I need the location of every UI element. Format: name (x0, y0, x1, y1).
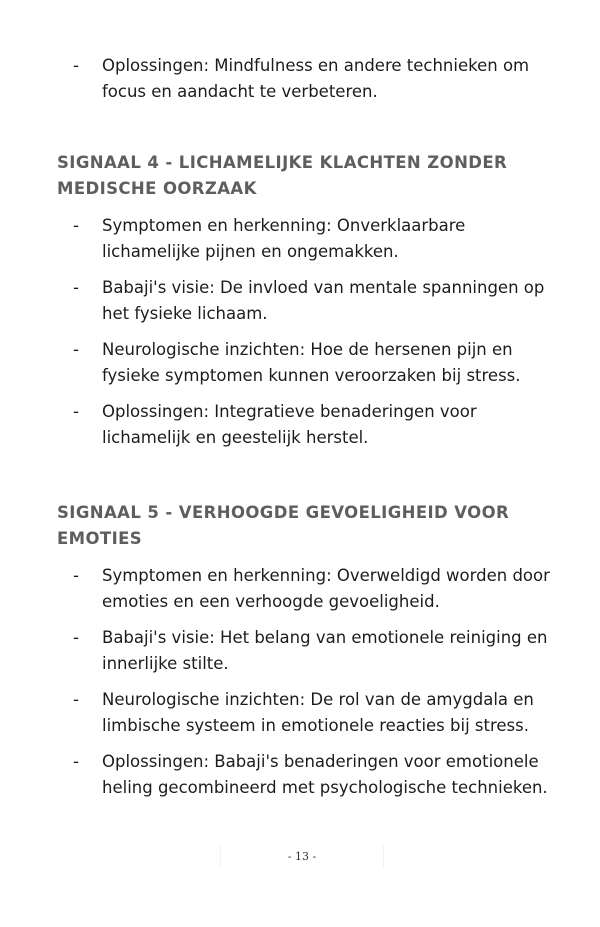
list-item (0, 53, 600, 105)
list-item (0, 749, 600, 801)
list-item-text: Oplossingen: Babaji's benaderingen voor emotionele heling gecombineerd met psychologische technieken. (102, 752, 548, 797)
bullet-dash: - (73, 216, 79, 235)
section-heading-signal-5: SIGNAAL 5 - VERHOOGDE GEVOELIGHEID VOOR EMOTIES (57, 503, 510, 548)
list-item-text: Oplossingen: Integratieve benaderingen voor lichamelijk en geestelijk herstel. (102, 402, 477, 447)
signal-4-bullet-list (0, 213, 600, 461)
list-item-text: Neurologische inzichten: Hoe de hersenen pijn en fysieke symptomen kunnen veroorzaken bij stress. (102, 340, 521, 385)
signal-5-bullet-list (0, 563, 600, 811)
bullet-dash: - (73, 278, 79, 297)
page-number: - 13 - (220, 845, 384, 869)
bullet-dash: - (73, 690, 79, 709)
list-item (0, 687, 600, 739)
list-item (0, 275, 600, 327)
bullet-dash: - (73, 566, 79, 585)
list-item (0, 213, 600, 265)
bullet-dash: - (73, 56, 79, 75)
list-item-text: Neurologische inzichten: De rol van de amygdala en limbische systeem in emotionele reacties bij stress. (102, 690, 534, 735)
list-item (0, 563, 600, 615)
list-item (0, 625, 600, 677)
bullet-dash: - (73, 628, 79, 647)
intro-bullet-list (0, 53, 600, 115)
list-item-text: Symptomen en herkenning: Overweldigd worden door emoties en een verhoogde gevoeligheid. (102, 566, 550, 611)
bullet-dash: - (73, 402, 79, 421)
list-item-text: Oplossingen: Mindfulness en andere technieken om focus en aandacht te verbeteren. (102, 56, 530, 101)
list-item-text: Symptomen en herkenning: Onverklaarbare lichamelijke pijnen en ongemakken. (102, 216, 466, 261)
list-item (0, 337, 600, 389)
list-item-text: Babaji's visie: De invloed van mentale spanningen op het fysieke lichaam. (102, 278, 545, 323)
list-item-text: Babaji's visie: Het belang van emotionele reiniging en innerlijke stilte. (102, 628, 548, 673)
bullet-dash: - (73, 752, 79, 771)
list-item (0, 399, 600, 451)
bullet-dash: - (73, 340, 79, 359)
section-heading-signal-4: SIGNAAL 4 - LICHAMELIJKE KLACHTEN ZONDER MEDISCHE OORZAAK (57, 153, 508, 198)
